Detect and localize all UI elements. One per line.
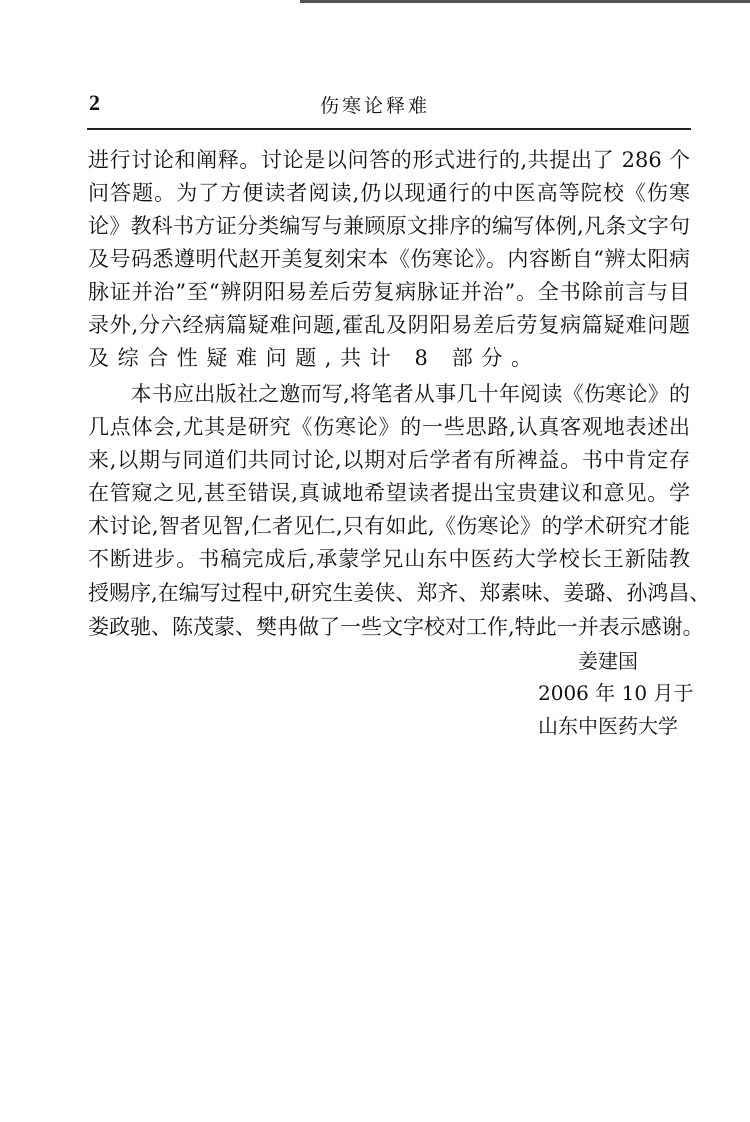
paragraph-1-line: 进行讨论和阐释。讨论是以问答的形式进行的,共提出了 286 个 bbox=[88, 148, 690, 172]
paragraph-1-line: 论》教科书方证分类编写与兼顾原文排序的编写体例,凡条文字句 bbox=[88, 214, 690, 238]
scan-edge bbox=[300, 0, 750, 3]
paragraph-2-line: 授赐序,在编写过程中,研究生姜侠、郑齐、郑素味、姜璐、孙鸿昌、 bbox=[88, 581, 711, 605]
signature-place: 山东中医药大学 bbox=[538, 714, 678, 738]
header-rule bbox=[87, 128, 691, 130]
signature-date: 2006 年 10 月于 bbox=[538, 681, 694, 705]
page-number: 2 bbox=[89, 90, 100, 115]
paragraph-1-line: 及综合性疑难问题,共计 8 部分。 bbox=[88, 346, 541, 370]
paragraph-2-line: 几点体会,尤其是研究《伤寒论》的一些思路,认真客观地表述出 bbox=[88, 415, 690, 439]
signature-author: 姜建国 bbox=[578, 649, 638, 673]
paragraph-2-line: 不断进步。书稿完成后,承蒙学兄山东中医药大学校长王新陆教 bbox=[88, 547, 690, 571]
paragraph-2-line: 本书应出版社之邀而写,将笔者从事几十年阅读《伤寒论》的 bbox=[88, 382, 690, 406]
paragraph-2-line: 娄政驰、陈茂蒙、樊冉做了一些文字校对工作,特此一并表示感谢。 bbox=[88, 615, 704, 639]
paragraph-2-line: 术讨论,智者见智,仁者见仁,只有如此,《伤寒论》的学术研究才能 bbox=[88, 514, 690, 538]
paragraph-1-line: 及号码悉遵明代赵开美复刻宋本《伤寒论》。内容断自“辨太阳病 bbox=[88, 247, 690, 271]
paragraph-1-line: 脉证并治”至“辨阴阳易差后劳复病脉证并治”。全书除前言与目 bbox=[88, 280, 690, 304]
paragraph-1-line: 问答题。为了方便读者阅读,仍以现通行的中医高等院校《伤寒 bbox=[88, 181, 690, 205]
running-title: 伤寒论释难 bbox=[319, 95, 430, 117]
paragraph-1-line: 录外,分六经病篇疑难问题,霍乱及阴阳易差后劳复病篇疑难问题 bbox=[88, 313, 690, 337]
paragraph-2-line: 来,以期与同道们共同讨论,以期对后学者有所裨益。书中肯定存 bbox=[88, 448, 690, 472]
paragraph-2-line: 在管窥之见,甚至错误,真诚地希望读者提出宝贵建议和意见。学 bbox=[88, 481, 690, 505]
